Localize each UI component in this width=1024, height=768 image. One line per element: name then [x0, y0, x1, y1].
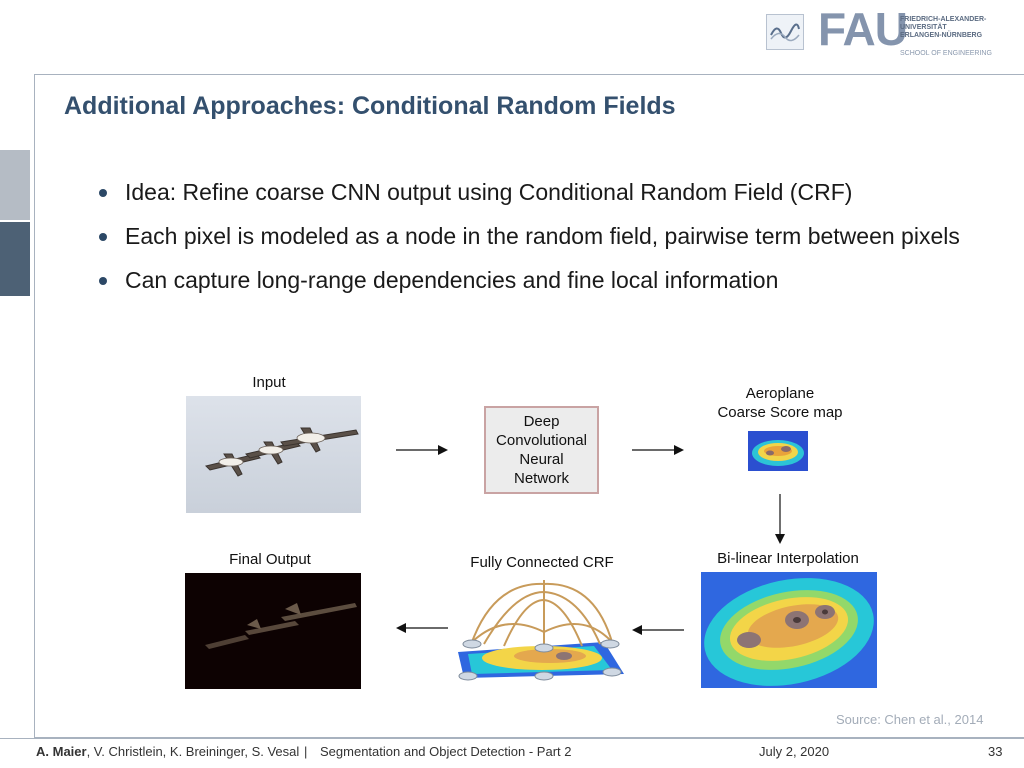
footer-lecture: Segmentation and Object Detection - Part 2 — [320, 744, 572, 759]
school-name: SCHOOL OF ENGINEERING — [900, 50, 992, 57]
crf-graph-illustration — [454, 572, 626, 684]
coarse-heatmap-illustration — [748, 431, 808, 471]
arrow-right-icon — [632, 444, 684, 456]
footer-date: July 2, 2020 — [759, 744, 830, 759]
bilinear-label: Bi-linear Interpolation — [717, 550, 859, 567]
final-output-image — [185, 573, 361, 689]
bullet-item: Can capture long-range dependencies and fine local information — [98, 263, 998, 298]
coarse-score-map — [748, 431, 808, 471]
bullet-list — [98, 175, 998, 307]
arrow-left-icon — [632, 624, 684, 636]
dcnn-box: Deep Convolutional Neural Network — [484, 406, 599, 494]
fau-logo: FAU — [818, 3, 907, 55]
university-line-2: UNIVERSITÄT — [900, 24, 947, 31]
slide-title: Additional Approaches: Conditional Random Fields — [64, 92, 676, 120]
airplanes-illustration — [186, 396, 361, 513]
university-line-1: FRIEDRICH-ALEXANDER- — [900, 16, 987, 23]
source-citation: Source: Chen et al., 2014 — [836, 712, 984, 727]
input-label: Input — [252, 374, 286, 391]
sidebar-marker-dark — [0, 222, 30, 296]
page-number: 33 — [988, 744, 1003, 759]
arrow-down-icon — [774, 494, 786, 544]
footer-main-author: A. Maier — [36, 744, 87, 759]
bilinear-map — [701, 572, 877, 688]
segmentation-output-illustration — [185, 573, 361, 689]
footer-separator: | — [304, 744, 308, 759]
sidebar-marker-light — [0, 150, 30, 220]
footer-divider — [0, 738, 1024, 739]
arrow-right-icon — [396, 444, 448, 456]
final-output-label: Final Output — [229, 551, 311, 568]
university-line-3: ERLANGEN-NÜRNBERG — [900, 32, 983, 39]
university-name — [900, 16, 986, 40]
bullet-item: Each pixel is modeled as a node in the random field, pairwise term between pixels — [98, 219, 985, 254]
wave-logo-icon — [767, 15, 803, 49]
footer-coauthors: , V. Christlein, K. Breininger, S. Vesal — [86, 744, 300, 759]
bilinear-heatmap-illustration — [701, 572, 877, 688]
score-map-label: Aeroplane Coarse Score map — [717, 385, 843, 421]
crf-illustration — [454, 572, 626, 684]
arrow-left-icon — [396, 622, 448, 634]
crf-label: Fully Connected CRF — [470, 554, 614, 571]
footer-authors — [36, 744, 299, 759]
faculty-logo — [766, 14, 804, 50]
bullet-item: Idea: Refine coarse CNN output using Conditional Random Field (CRF) — [98, 175, 998, 210]
input-image — [186, 396, 361, 513]
